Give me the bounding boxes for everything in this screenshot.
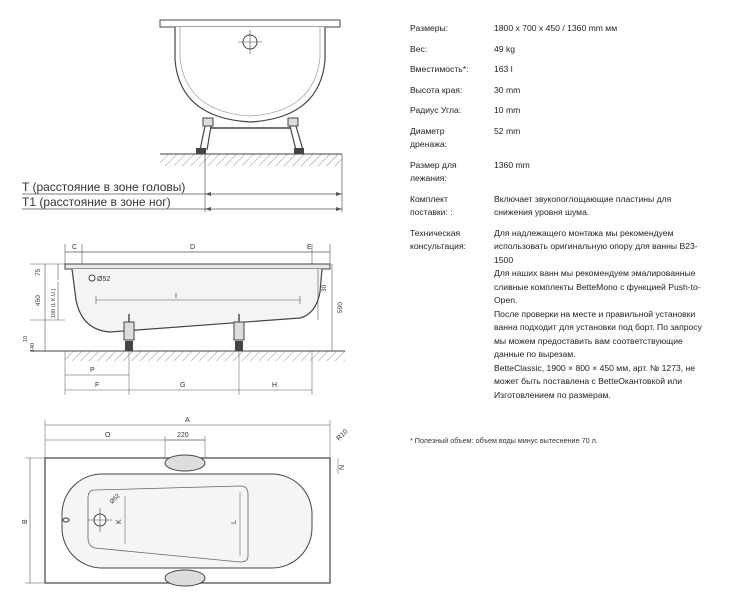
spec-row [410,43,740,57]
spec-key: Высота края: [410,84,463,95]
spec-value: Для надлежащего монтажа мы рекомендуем использовать оригинальную опору для ванны B23- 1500 Для наших ванн мы рекомендуем эмалированные сливные комплекты BetteMono с функцией Push-to- Open. После проверки на месте и правильной установки ванна подходит для установки под борт. По запросу мы можем предоставить вам соответствующие данные по вырезам. BetteClassic, 1900 × 800 × 450 мм, арт. № 1273, не может быть поставлена с BetteОкантовкой или Изготовлением по размерам. [494,227,702,400]
dim-l-label: L [231,520,238,524]
drain-diameter-plan-label: Ø52 [109,493,122,506]
spec-value: 10 mm [494,105,521,115]
dim-220-label: 220 [177,432,189,439]
dim-30-label: 30 [321,284,328,292]
legend-t1-label: T1 (расстояние в зоне ног) [22,195,171,209]
spec-key: Размер для лежания: [410,159,457,183]
spec-row [410,63,740,77]
spec-row [410,104,740,118]
dim-10-label: 10 [23,335,29,342]
dim-g-label: G [180,382,186,389]
dim-k-label: K [116,519,123,524]
spec-row [410,22,740,36]
dim-75-label: 75 [35,268,42,276]
dim-450-label: 450 [35,295,42,306]
spec-row [410,193,740,220]
spec-row [410,227,740,403]
dim-p-label: P [90,367,95,374]
radius-r10-label: R10 [335,428,350,443]
dim-c-label: C [72,244,78,251]
spec-key: Комплект поставки: : [410,193,453,217]
spec-key: Диаметр дренажа: [410,125,448,149]
dim-i-label: I [175,293,177,300]
spec-row [410,84,740,98]
spec-key: Вместимость*: [410,64,469,74]
dim-f-label: F [95,382,100,389]
dim-a-label: A [185,417,190,424]
dim-d-label: D [190,244,196,251]
spec-value: 49 kg [494,43,516,54]
spec-row [410,159,740,186]
dim-h-label: H [272,382,278,389]
dim-e-label: E [307,244,312,251]
spec-key: Техническая консультация: [410,227,466,251]
dim-b-label: B [22,519,29,524]
section-view-drawing [30,244,345,395]
spec-value: 1800 x 700 x 450 / 1360 mm мм [494,23,618,33]
legend-t-label: T (расстояние в зоне головы) [22,180,186,194]
dim-100-label: 100 (L K.U.) [51,288,57,318]
dim-140-label: 140 [30,342,36,352]
spec-row [410,125,740,152]
spec-key: Радиус Угла: [410,105,462,115]
spec-value: 1360 mm [494,159,530,170]
spec-key: Вес: [410,43,428,54]
spec-key: Размеры: [410,23,449,33]
spec-table [410,22,740,409]
spec-value: 52 mm [494,125,521,136]
spec-value: Включает звукопоглощающие пластины для снижения уровня шума. [494,193,672,217]
dim-590-label: 590 [337,302,344,313]
spec-value: 163 l [494,64,513,74]
dim-n-label: N [339,464,346,470]
dim-o-label: O [105,432,111,439]
footnote: * Полезный объем: объем воды минус вытеснение 70 л. [410,436,598,445]
plan-view-drawing [25,420,338,586]
drain-diameter-label: Ø52 [97,276,111,283]
spec-value: 30 mm [494,84,521,95]
